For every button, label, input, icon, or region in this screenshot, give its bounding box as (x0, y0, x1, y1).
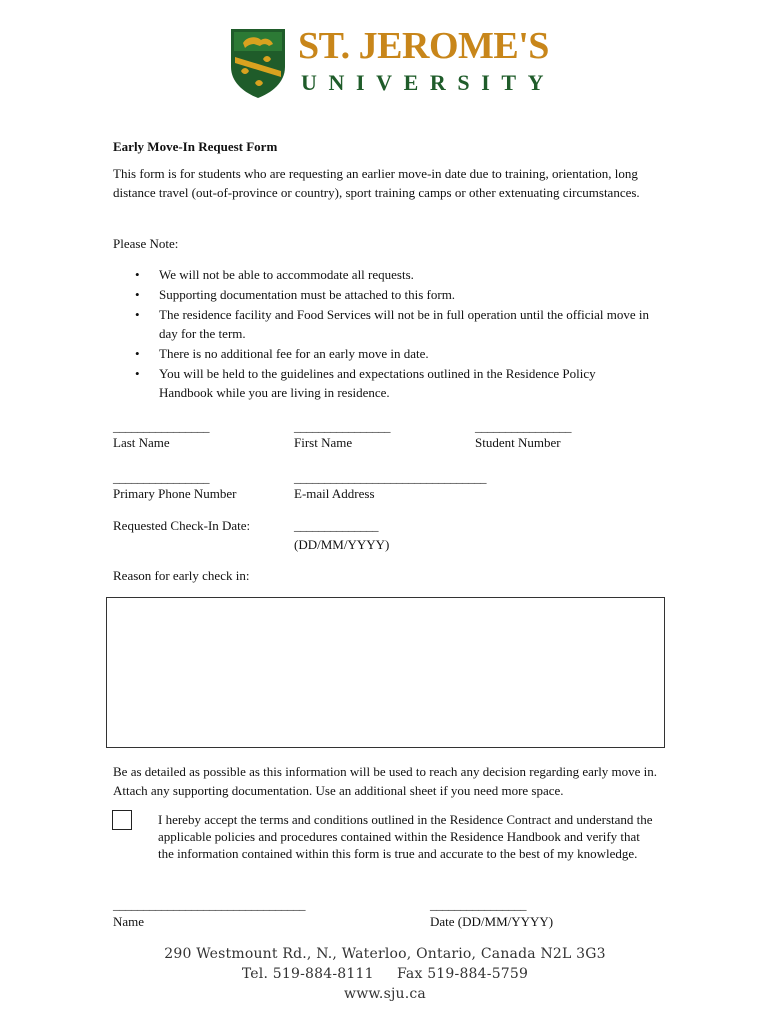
last-name-field[interactable]: ________________ (113, 419, 209, 434)
university-logo (229, 25, 556, 99)
list-item: • The residence facility and Food Services will not be in full operation until the official move in day for the term. (113, 305, 653, 343)
footer-address: 290 Westmount Rd., N., Waterloo, Ontario, Canada N2L 3G3 (164, 946, 606, 962)
reason-label: Reason for early check in: (113, 568, 250, 583)
footer-website: www.sju.ca (344, 986, 426, 1002)
shield-crest-icon (229, 27, 287, 99)
logo-university-name: ST. JEROME'S (298, 25, 549, 67)
form-title: Early Move-In Request Form (113, 139, 278, 154)
checkin-date-field[interactable]: ______________ (294, 518, 378, 533)
notes-list (113, 265, 653, 403)
list-item: • You will be held to the guidelines and expectations outlined in the Residence Policy Handbook while you are living in residence. (113, 364, 653, 402)
accept-terms-checkbox[interactable] (112, 810, 132, 830)
email-field[interactable]: ________________________________ (294, 470, 486, 485)
email-label: E-mail Address (294, 486, 375, 501)
list-item: • There is no additional fee for an early move in date. (113, 344, 653, 363)
signature-name-label: Name (113, 914, 145, 929)
intro-paragraph: This form is for students who are requesting an earlier move-in date due to training, orientation, long distance travel (out-of-province or country), sport training camps or other extenuating circumstances. (113, 166, 640, 200)
signature-date-label: Date (DD/MM/YYYY) (430, 914, 554, 929)
reason-textarea[interactable] (106, 597, 665, 748)
phone-field[interactable]: ________________ (113, 470, 209, 485)
phone-label: Primary Phone Number (113, 486, 237, 501)
student-number-field[interactable]: ________________ (475, 419, 571, 434)
last-name-label: Last Name (113, 435, 170, 450)
footer-phone-fax: Tel. 519-884-8111 Fax 519-884-5759 (241, 966, 529, 982)
signature-name-field[interactable]: ________________________________ (113, 897, 305, 912)
list-item: • We will not be able to accommodate all requests. (113, 265, 653, 284)
student-number-label: Student Number (475, 435, 561, 450)
checkin-label: Requested Check-In Date: (113, 518, 251, 533)
first-name-field[interactable]: ________________ (294, 419, 390, 434)
detail-note: Be as detailed as possible as this information will be used to reach any decision regarding early move in. Attach any supporting documentation. Use an additional sheet if you need more space. (113, 764, 658, 798)
logo-university-subtitle: UNIVERSITY (301, 70, 556, 95)
acceptance-text: I hereby accept the terms and conditions outlined in the Residence Contract and understand the applicable policies and procedures contained within the Residence Handbook and verify that the information contained within this form is true and accurate to the best of my knowledge. (158, 812, 653, 861)
signature-date-field[interactable]: ________________ (430, 897, 526, 912)
note-heading: Please Note: (113, 236, 179, 251)
date-format-hint: (DD/MM/YYYY) (294, 537, 390, 552)
first-name-label: First Name (294, 435, 353, 450)
list-item: • Supporting documentation must be attached to this form. (113, 285, 653, 304)
